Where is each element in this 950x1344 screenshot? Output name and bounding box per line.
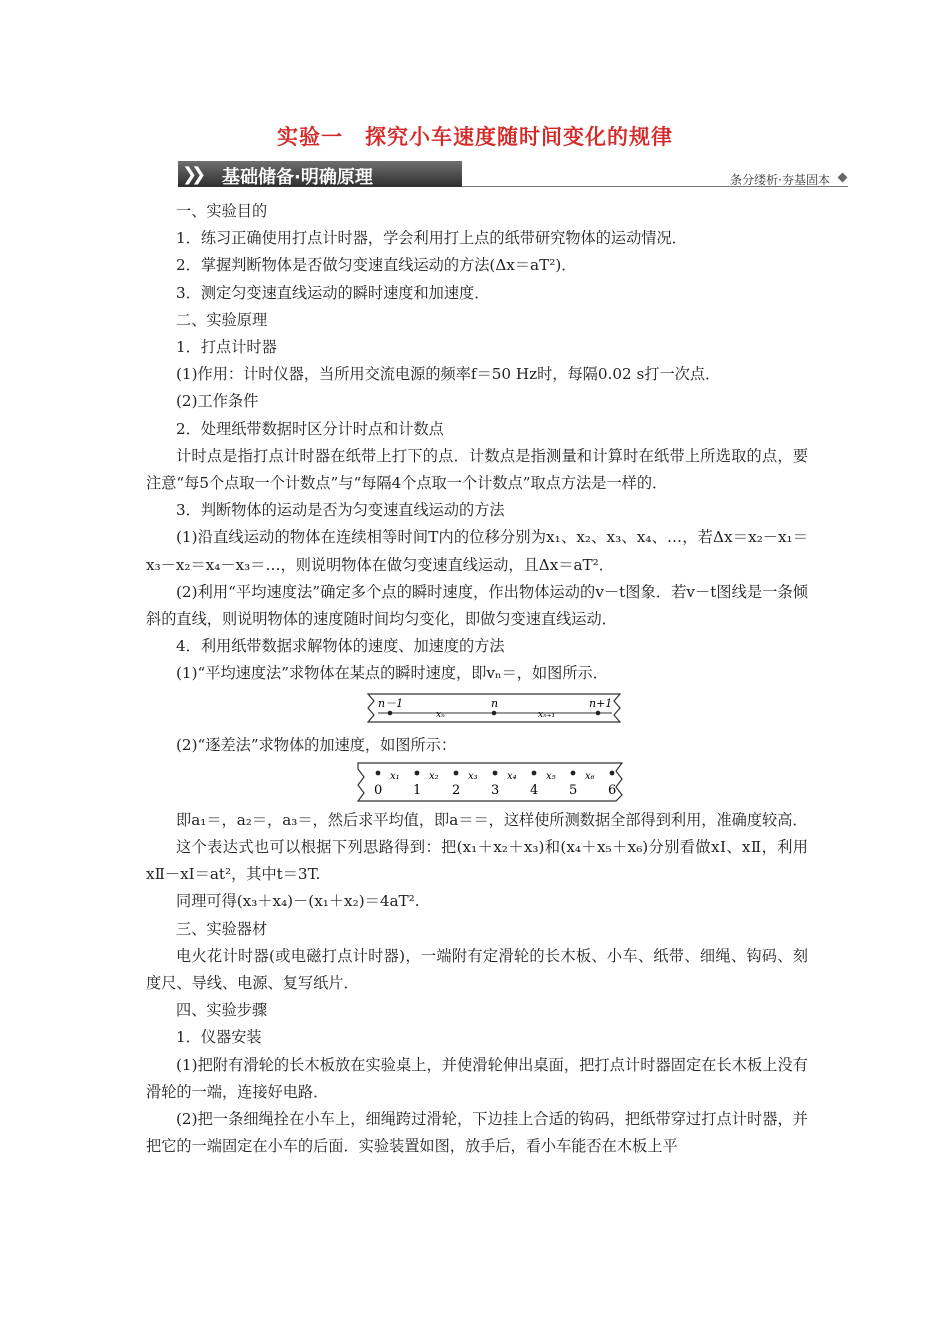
tape-dot [610, 770, 615, 775]
segment-label: x₆ [585, 770, 595, 782]
segment-label: x₁ [390, 770, 400, 782]
tape-dot [493, 770, 498, 775]
point-label: 0 [374, 782, 383, 798]
point-label: 4 [530, 782, 539, 798]
banner-label: 基础储备·明确原理 [222, 167, 373, 188]
banner-right-label: 条分缕析·夯基固本 [730, 173, 830, 187]
paragraph: (2)“逐差法”求物体的加速度，如图所示： [176, 735, 457, 754]
tape-figure-average-velocity [146, 688, 808, 732]
paragraph: 即a₁＝，a₂＝，a₃＝，然后求平均值，即a＝＝，这样使所测数据全部得到利用，准确度较高． [176, 810, 808, 829]
tape-figure-successive-difference [146, 759, 808, 807]
paragraph: (1)沿直线运动的物体在连续相等时间T内的位移分别为x₁、x₂、x₃、x₄、…，若Δx＝x₂－x₁＝x₃－x₂＝x₄－x₃＝…，则说明物体在做匀变速直线运动，且Δx＝aT²． [146, 528, 808, 574]
point-label: 6 [608, 782, 617, 798]
tape-dot [388, 710, 393, 715]
document-body [146, 198, 808, 1161]
tape-dot [571, 770, 576, 775]
segment-label: xₙ₊₁ [538, 709, 556, 720]
banner-bar [178, 161, 462, 187]
tape-dot [454, 770, 459, 775]
section-heading: 一、实验目的 [176, 202, 268, 220]
tape-dot [415, 770, 420, 775]
paragraph: 这个表达式也可以根据下列思路得到：把(x₁＋x₂＋x₃)和(x₄＋x₅＋x₆)分别看做xⅠ、xⅡ，利用xⅡ－xⅠ＝at²，其中t＝3T. [146, 838, 808, 884]
point-label: n [491, 696, 499, 710]
paragraph: (2)工作条件 [176, 392, 259, 411]
tape-diagram [146, 759, 808, 807]
section-heading: 三、实验器材 [176, 919, 268, 938]
paragraph: (1)作用：计时仪器，当所用交流电源的频率f＝50 Hz时，每隔0.02 s打一次点． [176, 365, 721, 384]
tape-dot [532, 770, 537, 775]
section-banner [178, 161, 848, 191]
paragraph: 3．测定匀变速直线运动的瞬时速度和加速度． [176, 283, 490, 302]
page-title: 实验一 探究小车速度随时间变化的规律 [277, 125, 673, 149]
paragraph: (2)利用“平均速度法”确定多个点的瞬时速度，作出物体运动的v－t图象．若v－t图线是一条倾斜的直线，则说明物体的速度随时间均匀变化，即做匀变速直线运动． [146, 582, 808, 629]
paragraph: 电火花计时器(或电磁打点计时器)，一端附有定滑轮的长木板、小车、纸带、细绳、钩码、刻度尺、导线、电源、复写纸片． [146, 946, 808, 993]
paragraph: 1．打点计时器 [176, 338, 277, 357]
point-label: 2 [452, 782, 461, 798]
tape-diagram [146, 688, 808, 732]
tape-dot [376, 770, 381, 775]
chevron-right-icon: ❯❯ [182, 164, 201, 185]
paragraph: (1)“平均速度法”求物体在某点的瞬时速度，即vₙ＝，如图所示． [176, 664, 608, 683]
paragraph: 1．仪器安装 [176, 1028, 262, 1047]
diamond-icon [838, 173, 848, 183]
segment-label: x₂ [429, 770, 439, 782]
segment-label: x₅ [546, 770, 556, 782]
paragraph: 3．判断物体的运动是否为匀变速直线运动的方法 [176, 501, 505, 520]
paragraph: (2)把一条细绳拴在小车上，细绳跨过滑轮，下边挂上合适的钩码，把纸带穿过打点计时器，并把它的一端固定在小车的后面．实验装置如图，放手后，看小车能否在木板上平 [146, 1110, 808, 1156]
tape-outline [358, 763, 622, 801]
tape-dot [596, 710, 601, 715]
point-label: n+1 [589, 696, 613, 710]
paragraph: 2．处理纸带数据时区分计时点和计数点 [176, 419, 444, 438]
paragraph: 4．利用纸带数据求解物体的速度、加速度的方法 [176, 637, 505, 656]
point-label: n－1 [378, 696, 404, 710]
point-label: 3 [491, 782, 500, 798]
tape-dot [492, 710, 497, 715]
paragraph: 2．掌握判断物体是否做匀变速直线运动的方法(Δx＝aT²)． [176, 256, 577, 275]
paragraph: (1)把附有滑轮的长木板放在实验桌上，并使滑轮伸出桌面，把打点计时器固定在长木板上没有滑轮的一端，连接好电路． [146, 1055, 808, 1101]
paragraph: 1．练习正确使用打点计时器，学会利用打上点的纸带研究物体的运动情况． [176, 229, 687, 248]
section-heading: 二、实验原理 [176, 310, 268, 329]
segment-label: x₃ [468, 770, 478, 782]
point-label: 5 [569, 782, 578, 798]
segment-label: x₄ [507, 770, 517, 782]
paragraph: 同理可得(x₃＋x₄)－(x₁＋x₂)＝4aT². [176, 892, 420, 911]
segment-label: xₙ [436, 709, 445, 720]
paragraph: 计时点是指打点计时器在纸带上打下的点．计数点是指测量和计算时在纸带上所选取的点，要注意“每5个点取一个计数点”与“每隔4个点取一个计数点”取点方法是一样的． [146, 446, 808, 493]
point-label: 1 [413, 782, 422, 798]
section-heading: 四、实验步骤 [176, 1001, 268, 1020]
